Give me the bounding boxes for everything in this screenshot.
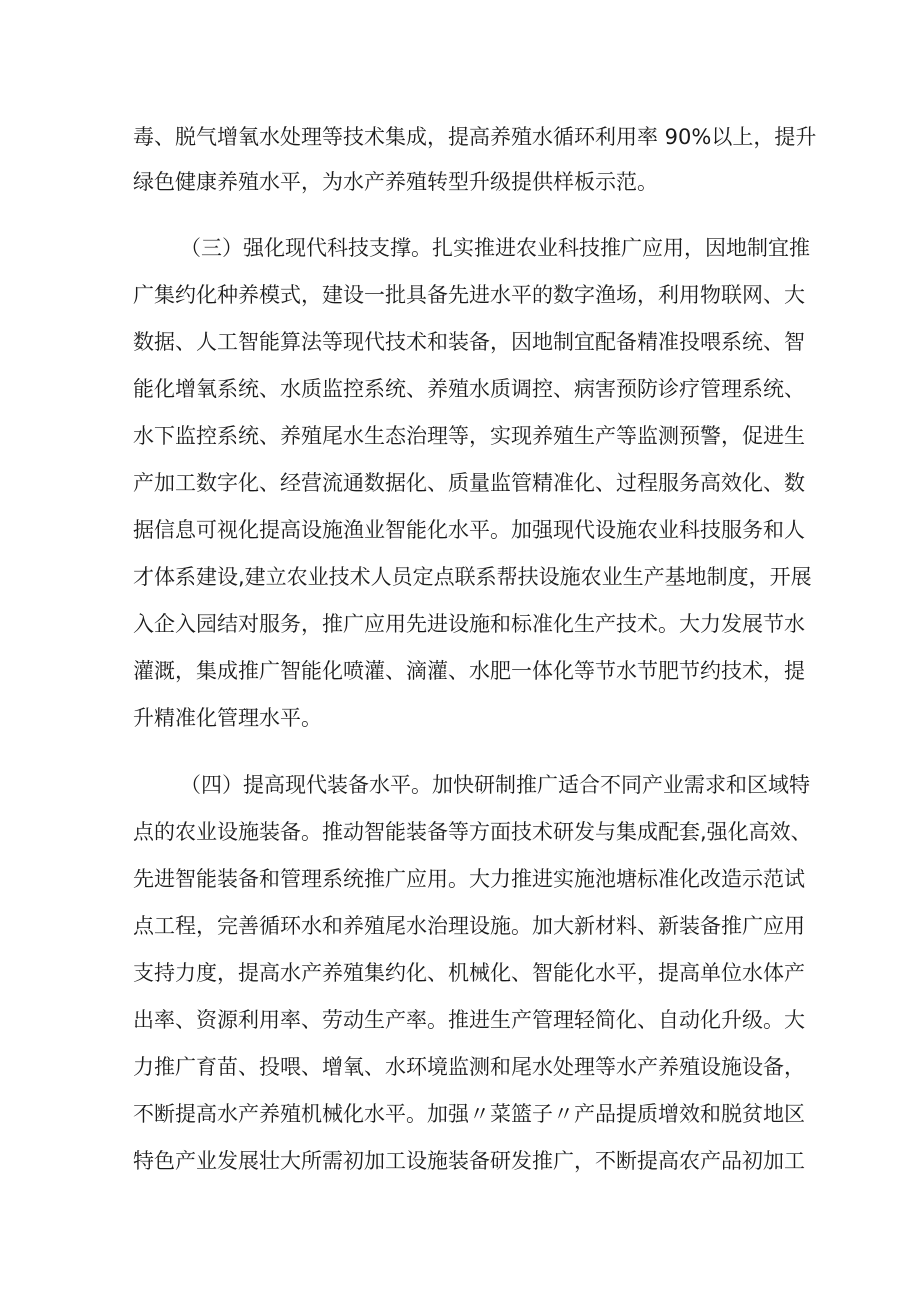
section-heading-line: （四）提高现代装备水平。加快研制推广适合不同产业需求和区域特 — [180, 773, 810, 797]
text-line: 点工程，完善循环水和养殖尾水治理设施。加大新材料、新装备推广应用 — [133, 914, 805, 938]
section-heading-line: （三）强化现代科技支撑。扎实推进农业科技推广应用，因地制宜推 — [180, 236, 810, 260]
text-line: 才体系建设,建立农业技术人员定点联系帮扶设施农业生产基地制度，开展 — [133, 565, 812, 589]
text-line: 据信息可视化提高设施渔业智能化水平。加强现代设施农业科技服务和人 — [133, 518, 805, 542]
text-line: 支持力度，提高水产养殖集约化、机械化、智能化水平，提高单位水体产 — [133, 961, 805, 985]
text-line: 绿色健康养殖水平，为水产养殖转型升级提供样板示范。 — [133, 170, 658, 194]
text-line: 入企入园结对服务，推广应用先进设施和标准化生产技术。大力发展节水 — [133, 612, 805, 636]
text-line: 产加工数字化、经营流通数据化、质量监管精准化、过程服务高效化、数 — [133, 471, 805, 495]
text-line: 能化增氧系统、水质监控系统、养殖水质调控、病害预防诊疗管理系统、 — [133, 377, 805, 401]
text-line: 毒、脱气增氧水处理等技术集成，提高养殖水循环利用率 90%以上，提升 — [133, 125, 817, 149]
text-line: 广集约化种养模式，建设一批具备先进水平的数字渔场，利用物联网、大 — [133, 283, 805, 307]
text-line: 升精准化管理水平。 — [133, 706, 322, 730]
text-line: 不断提高水产养殖机械化水平。加强〃菜篮子〃产品提质增效和脱贫地区 — [133, 1102, 805, 1126]
text-line: 先进智能装备和管理系统推广应用。大力推进实施池塘标准化改造示范试 — [133, 867, 805, 891]
text-line: 出率、资源利用率、劳动生产率。推进生产管理轻简化、自动化升级。大 — [133, 1008, 805, 1032]
text-line: 点的农业设施装备。推动智能装备等方面技术研发与集成配套,强化高效、 — [133, 820, 812, 844]
text-line: 力推广育苗、投喂、增氧、水环境监测和尾水处理等水产养殖设施设备， — [133, 1055, 805, 1079]
text-line: 水下监控系统、养殖尾水生态治理等，实现养殖生产等监测预警，促进生 — [133, 424, 805, 448]
text-line: 数据、人工智能算法等现代技术和装备，因地制宜配备精准投喂系统、智 — [133, 330, 805, 354]
text-line: 灌溉，集成推广智能化喷灌、滴灌、水肥一体化等节水节肥节约技术，提 — [133, 659, 805, 683]
text-line: 特色产业发展壮大所需初加工设施装备研发推广，不断提高农产品初加工 — [133, 1149, 805, 1173]
